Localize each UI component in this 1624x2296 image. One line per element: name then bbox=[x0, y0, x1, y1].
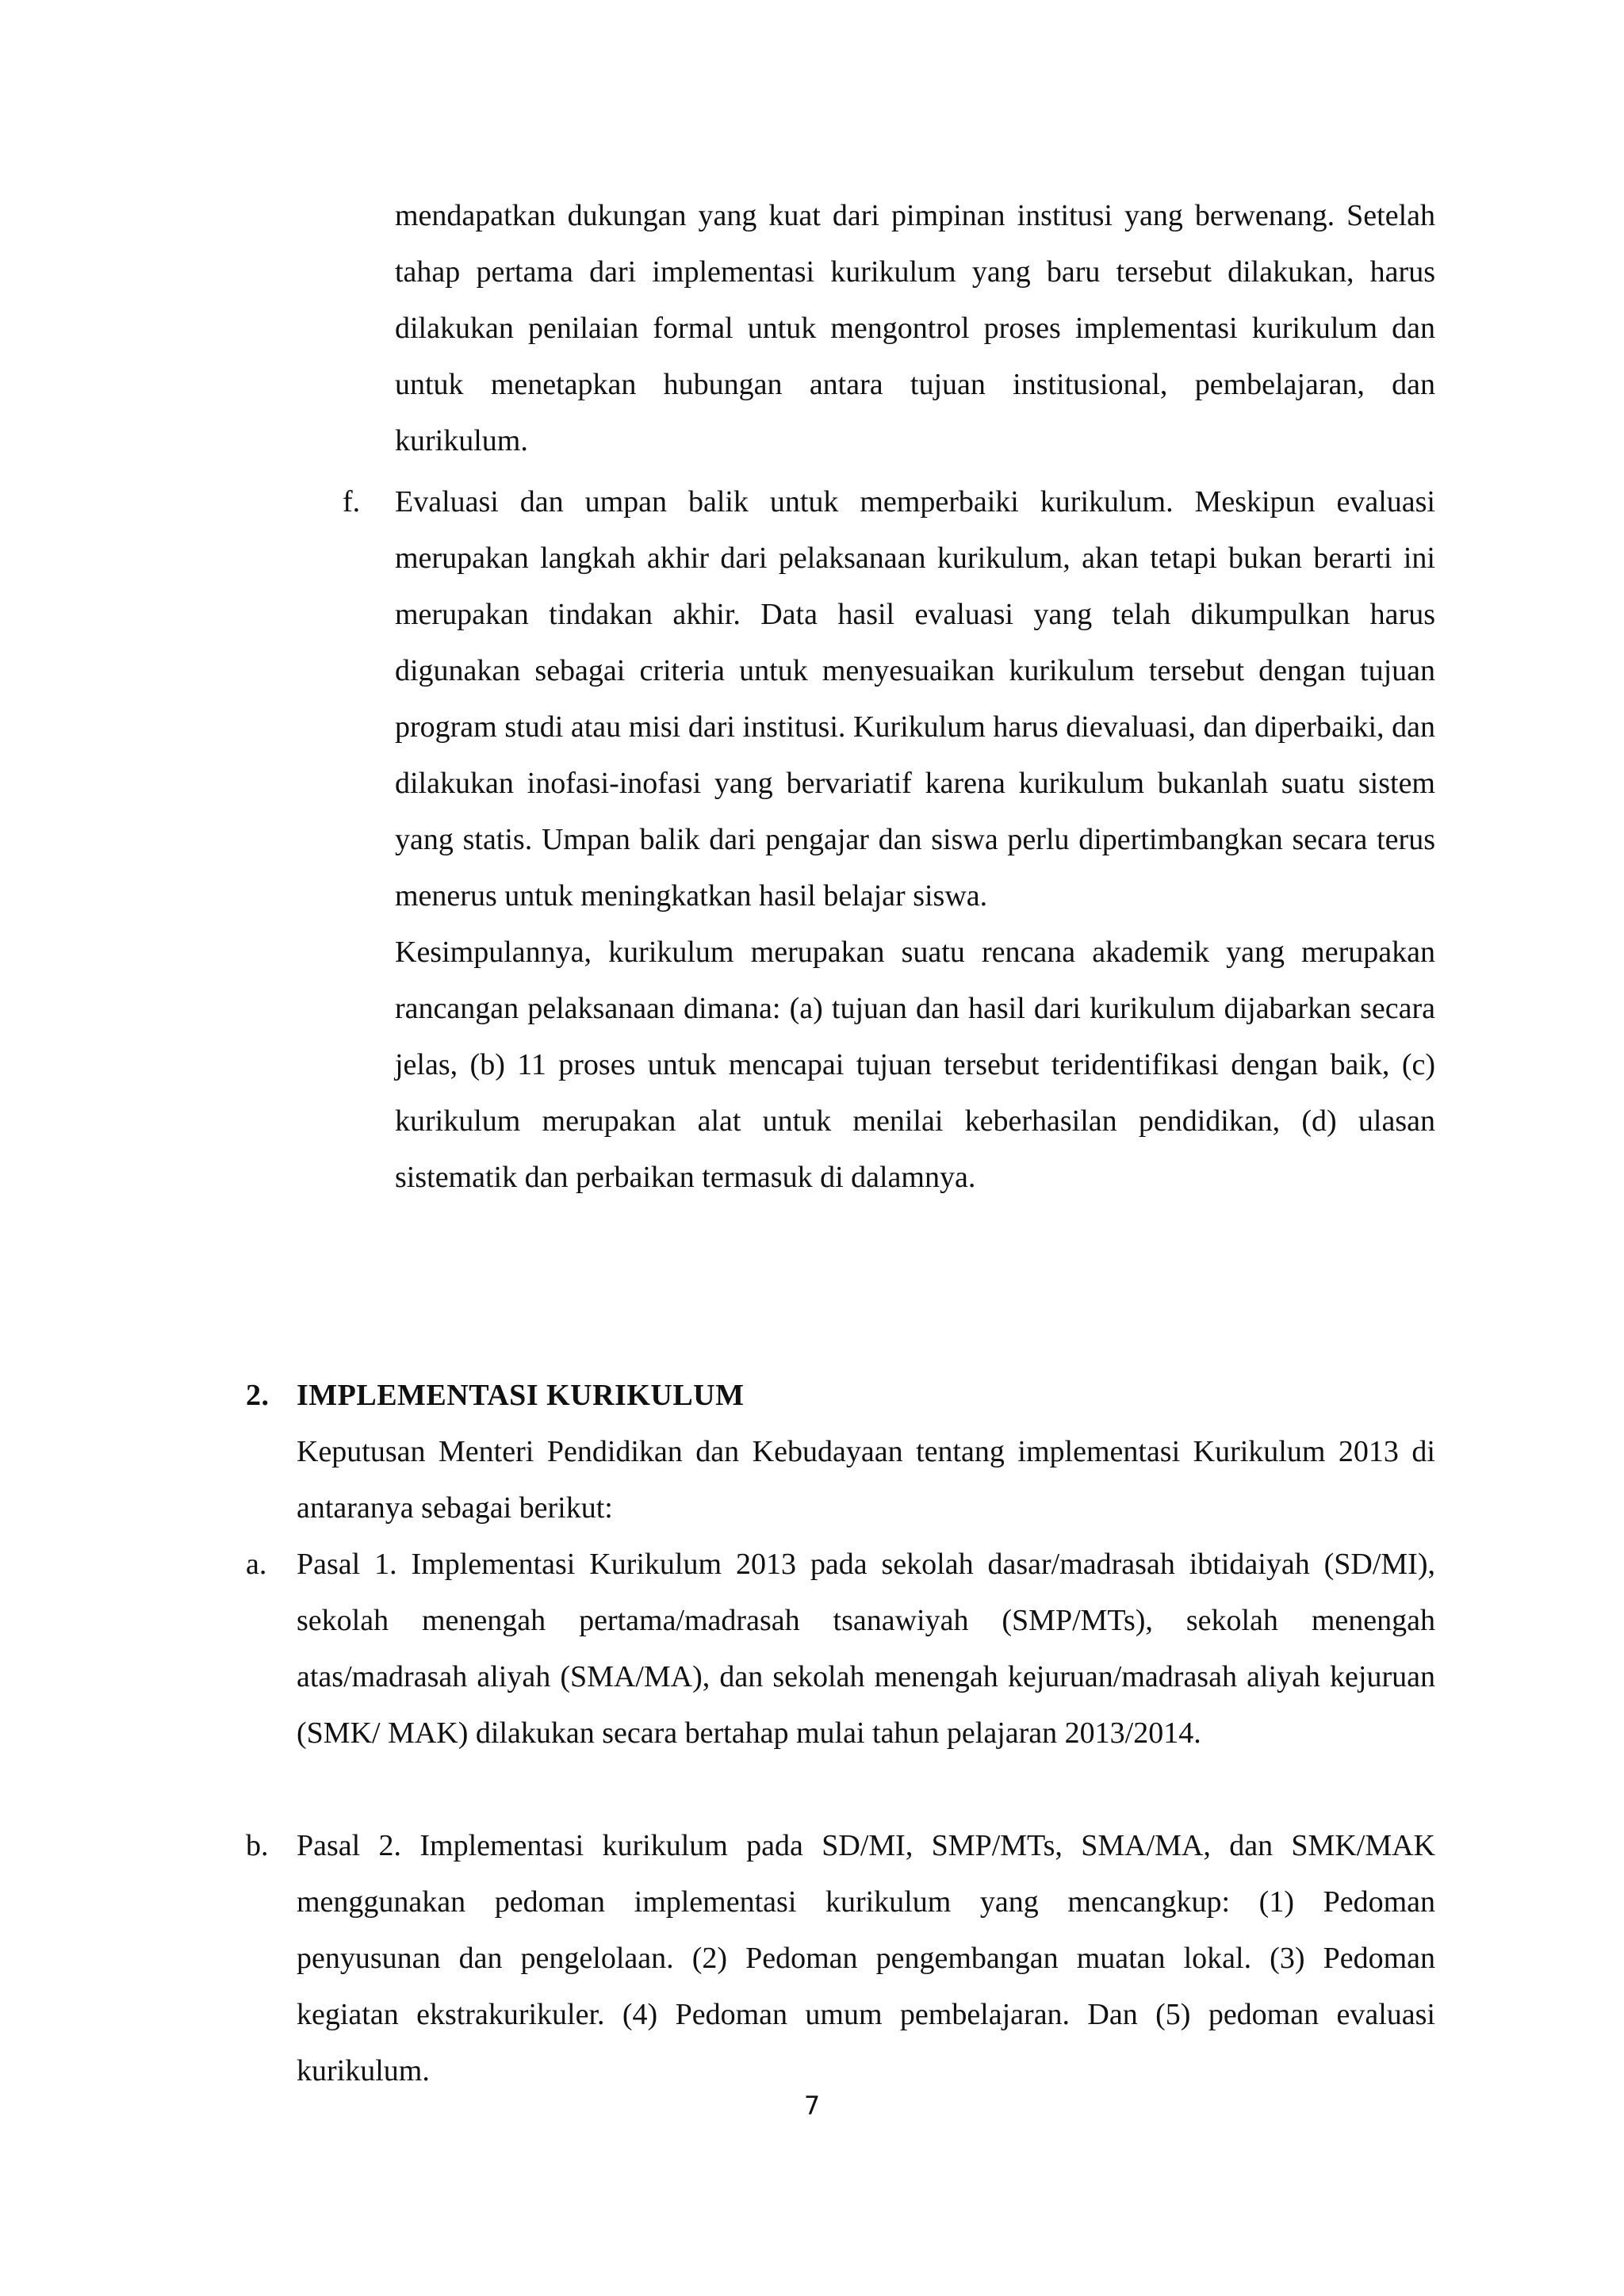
evaluation-paragraph: Evaluasi dan umpan balik untuk memperbaiki kurikulum. Meskipun evaluasi merupakan langkah akhir dari pelaksanaan kurikulum, akan tetapi bukan berarti ini merupakan tindakan akhir. Data hasil evaluasi yang telah dikumpulkan harus digunakan sebagai criteria untuk menyesuaikan kurikulum tersebut dengan tujuan program studi atau misi dari institusi. Kurikulum harus dievaluasi, dan diperbaiki, dan dilakukan inofasi-inofasi yang bervariatif karena kurikulum bukanlah suatu sistem yang statis. Umpan balik dari pengajar dan siswa perlu dipertimbangkan secara terus menerus untuk meningkatkan hasil belajar siswa. bbox=[395, 485, 1435, 913]
section-heading bbox=[246, 1368, 745, 1424]
list-marker: b. bbox=[246, 1829, 269, 1862]
conclusion-paragraph: Kesimpulannya, kurikulum merupakan suatu rencana akademik yang merupakan rancangan pelaksanaan dimana: (a) tujuan dan hasil dari kurikulum dijabarkan secara jelas, (b) 11 proses untuk mencapai tujuan tersebut teridentifikasi dengan baik, (c) kurikulum merupakan alat untuk menilai keberhasilan pendidikan, (d) ulasan sistematik dan perbaikan termasuk di dalamnya. bbox=[395, 936, 1435, 1194]
section-intro bbox=[297, 1424, 1435, 1536]
list-item-text: Pasal 1. Implementasi Kurikulum 2013 pada sekolah dasar/madrasah ibtidaiyah (SD/MI), sekolah menengah pertama/madrasah tsanawiyah (SMP/MTs), sekolah menengah atas/madrasah aliyah (SMA/MA), dan sekolah menengah kejuruan/madrasah aliyah kejuruan (SMK/ MAK) dilakukan secara bertahap mulai tahun pelajaran 2013/2014. bbox=[297, 1548, 1435, 1750]
continued-paragraph-text: mendapatkan dukungan yang kuat dari pimpinan institusi yang berwenang. Setelah tahap pertama dari implementasi kurikulum yang baru tersebut dilakukan, harus dilakukan penilaian formal untuk mengontrol proses implementasi kurikulum dan untuk menetapkan hubungan antara tujuan institusional, pembelajaran, dan kurikulum. bbox=[395, 199, 1435, 457]
section-intro-text: Keputusan Menteri Pendidikan dan Kebudayaan tentang implementasi Kurikulum 2013 di antaranya sebagai berikut: bbox=[297, 1435, 1435, 1525]
list-item-text bbox=[395, 474, 1435, 1206]
section-title: IMPLEMENTASI KURIKULUM bbox=[297, 1379, 745, 1412]
list-marker: a. bbox=[246, 1548, 267, 1581]
list-item-text: Pasal 2. Implementasi kurikulum pada SD/MI, SMP/MTs, SMA/MA, dan SMK/MAK menggunakan pedoman implementasi kurikulum yang mencangkup: (1) Pedoman penyusunan dan pengelolaan. (2) Pedoman pengembangan muatan lokal. (3) Pedoman kegiatan ekstrakurikuler. (4) Pedoman umum pembelajaran. Dan (5) pedoman evaluasi kurikulum. bbox=[297, 1829, 1435, 2087]
section-number: 2. bbox=[246, 1379, 270, 1412]
continued-paragraph bbox=[395, 188, 1435, 469]
list-marker: f. bbox=[343, 485, 361, 519]
page-number: 7 bbox=[803, 2091, 821, 2121]
